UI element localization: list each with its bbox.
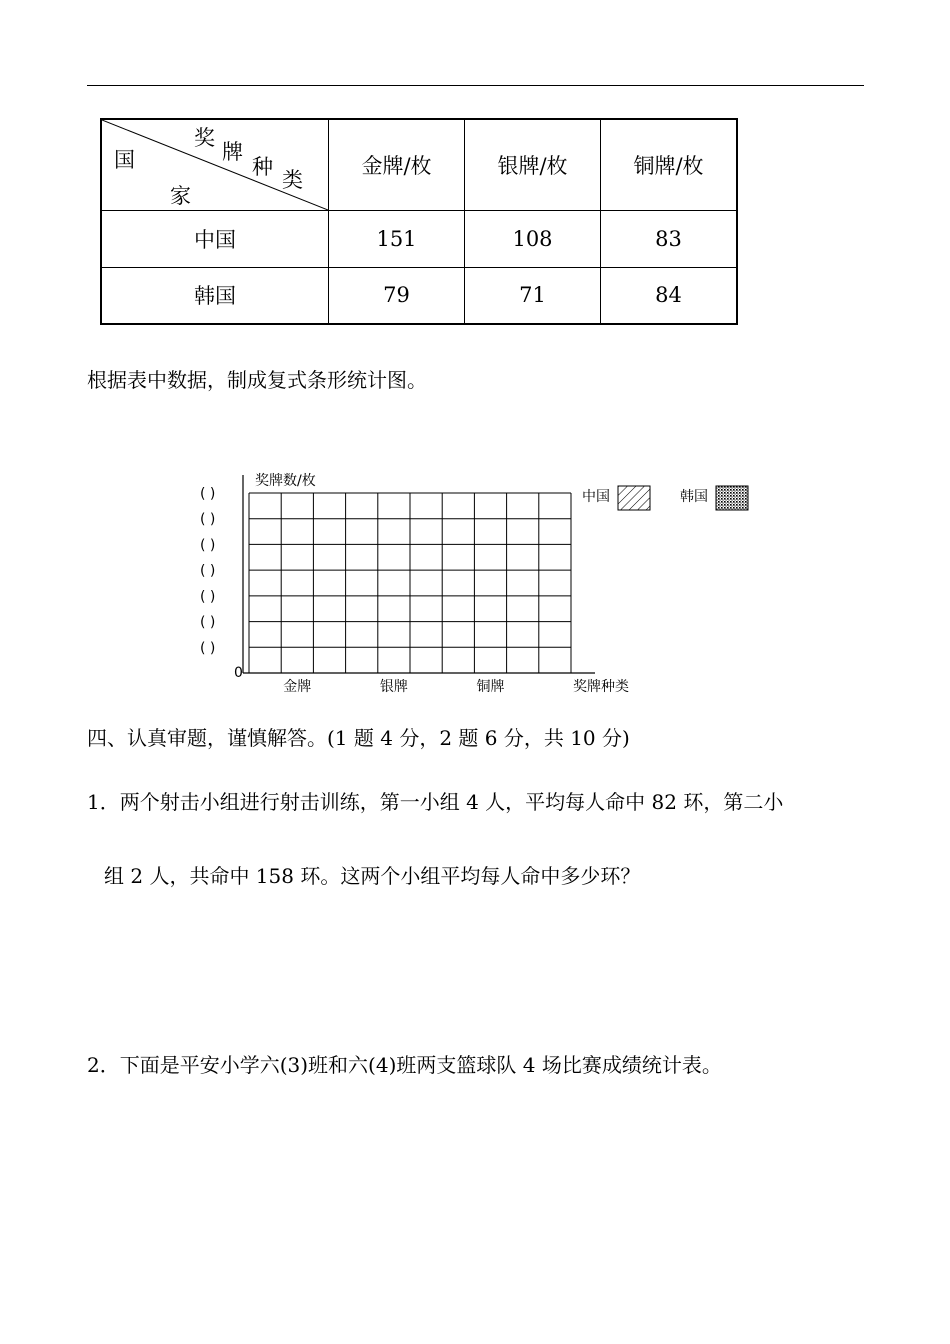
y-tick-placeholder: ( ) xyxy=(200,614,216,631)
diag-bottom-char: 家 xyxy=(170,184,191,208)
legend-label: 中国 xyxy=(582,489,610,505)
column-header: 铜牌/枚 xyxy=(601,119,738,211)
table-row xyxy=(101,268,737,324)
value-cell: 151 xyxy=(329,211,465,268)
column-header: 金牌/枚 xyxy=(329,119,465,211)
diagonal-header-cell xyxy=(101,119,329,211)
x-tick-label: 金牌 xyxy=(283,679,312,695)
diag-top-char: 牌 xyxy=(222,140,243,164)
legend-label: 韩国 xyxy=(680,489,708,505)
medal-table xyxy=(100,118,738,325)
legend-swatch xyxy=(618,486,650,510)
diag-top-char: 奖 xyxy=(194,126,215,150)
value-cell: 108 xyxy=(465,211,601,268)
diag-top-char: 类 xyxy=(282,168,303,192)
question-1-line-1: 1．两个射击小组进行射击训练，第一小组 4 人，平均每人命中 82 环，第二小 xyxy=(87,790,784,814)
x-tick-label: 银牌 xyxy=(379,679,408,695)
question-1-line-2: 组 2 人，共命中 158 环。这两个小组平均每人命中多少环？ xyxy=(104,864,641,888)
top-rule xyxy=(87,85,864,86)
y-axis-label: 奖牌数/枚 xyxy=(255,473,316,489)
table-header-row xyxy=(101,119,737,211)
country-cell: 韩国 xyxy=(101,268,329,324)
value-cell: 83 xyxy=(601,211,738,268)
value-cell: 71 xyxy=(465,268,601,324)
section-heading: 四、认真审题，谨慎解答。(1 题 4 分，2 题 6 分，共 10 分) xyxy=(87,726,630,750)
y-tick-placeholder: ( ) xyxy=(200,511,216,528)
instruction-text: 根据表中数据，制成复式条形统计图。 xyxy=(87,368,427,392)
y-tick-placeholder: ( ) xyxy=(200,588,216,605)
table-row xyxy=(101,211,737,268)
y-tick-placeholder: ( ) xyxy=(200,563,216,580)
value-cell: 84 xyxy=(601,268,738,324)
diag-top-char: 种 xyxy=(252,155,273,179)
question-2: 2．下面是平安小学六(3)班和六(4)班两支篮球队 4 场比赛成绩统计表。 xyxy=(87,1053,722,1077)
x-axis-label: 奖牌种类 xyxy=(573,679,629,695)
bar-chart-grid xyxy=(190,465,770,705)
country-cell: 中国 xyxy=(101,211,329,268)
value-cell: 79 xyxy=(329,268,465,324)
origin-label: 0 xyxy=(234,665,243,681)
column-header: 银牌/枚 xyxy=(465,119,601,211)
x-tick-label: 铜牌 xyxy=(476,679,505,695)
legend-swatch xyxy=(716,486,748,510)
y-tick-placeholder: ( ) xyxy=(200,640,216,657)
y-tick-placeholder: ( ) xyxy=(200,486,216,502)
y-tick-placeholder: ( ) xyxy=(200,537,216,554)
diag-bottom-char: 国 xyxy=(114,148,135,172)
